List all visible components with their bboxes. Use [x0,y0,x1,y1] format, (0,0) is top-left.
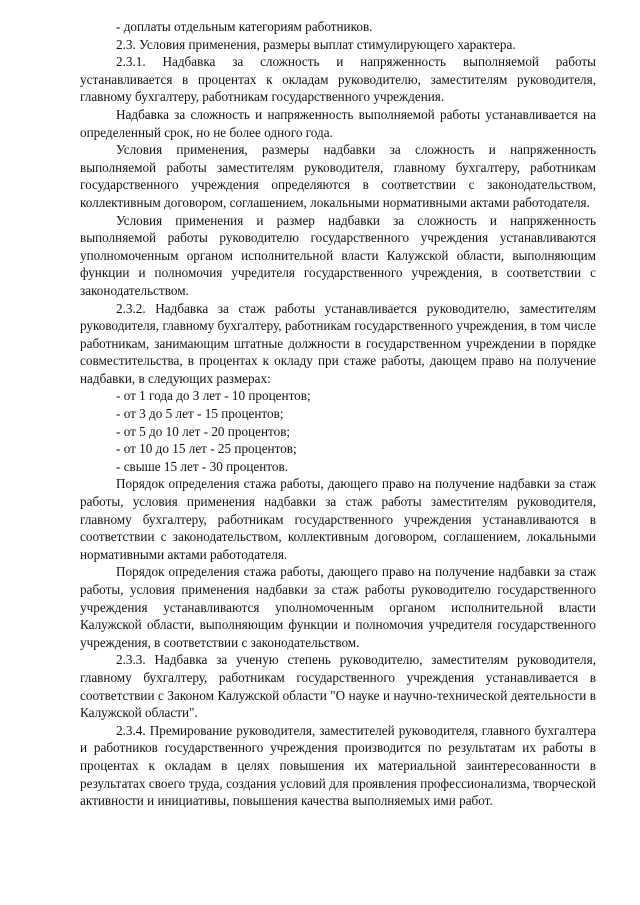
paragraph-complexity-conditions-director: Условия применения и размер надбавки за сложность и напряженность выполняемой работы руководителю государственного учреждения устанавливаются уполномоченным органом исполнительной власти Калужской области, выполняющим функции и полномочия учредителя государственного учреждения, в соответствии с законодательством. [80,212,596,298]
paragraph-2-3-1: 2.3.1. Надбавка за сложность и напряженность выполняемой работы устанавливается в процентах к окладам руководителю, заместителям руководителя, главному бухгалтеру, работникам государственного учреждения. [80,54,596,105]
paragraph-complexity-term: Надбавка за сложность и напряженность выполняемой работы устанавливается на определенный срок, но не более одного года. [80,106,596,140]
paragraph-complexity-conditions-deputies: Условия применения, размеры надбавки за сложность и напряженность выполняемой работы заместителям руководителя, главному бухгалтеру, работникам государственного учреждения определяются в соответствии с законодательством, коллективным договором, соглашением, локальными нормативными актами работодателя. [80,142,596,210]
paragraph-2-3-2: 2.3.2. Надбавка за стаж работы устанавливается руководителю, заместителям руководителя, главному бухгалтеру, работникам государственного учреждения, в том числе работникам, занимающим штатные должности в государственном учреждении в порядке совместительства, в процентах к окладу при стаже работы, дающем право на получение надбавки, в следующих размерах: [80,300,596,386]
paragraph-2-3-4: 2.3.4. Премирование руководителя, заместителей руководителя, главного бухгалтера и работников государственного учреждения производится по результатам их работы в процентах к окладам в целях повышения их материальной заинтересованности в результатах своего труда, создания условий для проявления профессионализма, творческой активности и инициативы, повышения качества выполняемых ими работ. [80,722,596,809]
list-item-seniority-over-15: - свыше 15 лет - 30 процентов. [116,458,289,474]
document-page [80,18,596,810]
list-item-seniority-5-10: - от 5 до 10 лет - 20 процентов; [116,423,291,439]
list-item-seniority-3-5: - от 3 до 5 лет - 15 процентов; [116,406,284,422]
list-item-additional-payments: - доплаты отдельным категориям работников. [116,19,373,34]
paragraph-seniority-procedure-deputies: Порядок определения стажа работы, дающего право на получение надбавки за стаж работы, условия применения надбавки за стаж работы заместителям руководителя, главному бухгалтеру, работникам государственного учреждения устанавливаются в соответствии с законодательством, коллективным договором, соглашением, локальными нормативными актами работодателя. [80,476,596,562]
list-item-seniority-1-3: - от 1 года до 3 лет - 10 процентов; [116,388,311,404]
paragraph-2-3-3: 2.3.3. Надбавка за ученую степень руководителю, заместителям руководителя, главному бухгалтеру, работникам государственного учреждения устанавливается в соответствии с Законом Калужской области "О науке и научно-технической деятельности в Калужской области". [80,652,596,721]
paragraph-seniority-procedure-director: Порядок определения стажа работы, дающего право на получение надбавки за стаж работы, условия применения надбавки за стаж работы руководителю государственного учреждения устанавливаются уполномоченным органом исполнительной власти Калужской области, выполняющим функции и полномочия учредителя государственного учреждения, в соответствии с законодательством. [80,564,596,650]
list-item-seniority-10-15: - от 10 до 15 лет - 25 процентов; [116,441,297,457]
section-2-3-heading: 2.3. Условия применения, размеры выплат стимулирующего характера. [116,36,516,52]
